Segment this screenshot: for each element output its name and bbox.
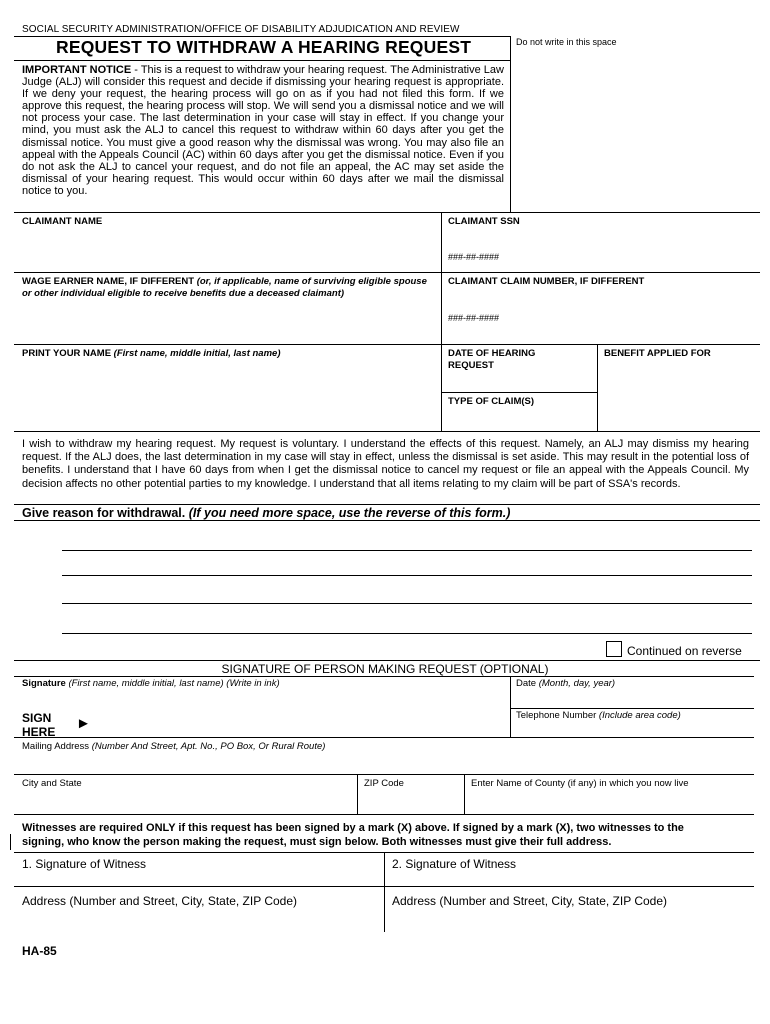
claim-type-label: TYPE OF CLAIM(S) <box>448 396 535 407</box>
continued-label: Continued on reverse <box>627 644 742 658</box>
telephone-label <box>516 710 681 722</box>
print-name-label-text: PRINT YOUR NAME <box>22 348 112 359</box>
mailing-address-note: (Number And Street, Apt. No., PO Box, Or Rural Route) <box>91 741 326 752</box>
date-label <box>516 678 615 690</box>
wage-earner-label-text: WAGE EARNER NAME, IF DIFFERENT <box>22 276 195 287</box>
witness-notice: Witnesses are required ONLY if this request has been signed by a mark (X) above. If signed by a mark (X), two witnesses to the signing, who know the person making the request, must sign below. Both witnesses must give their full address. <box>22 822 684 848</box>
claim-number-label: CLAIMANT CLAIM NUMBER, IF DIFFERENT <box>448 276 645 287</box>
wage-earner-note: (or, if applicable, name of surviving eligible spouse or other individual eligible to receive benefits due a deceased claimant) <box>22 276 427 299</box>
reason-label <box>22 506 510 520</box>
print-name-note: (First name, middle initial, last name) <box>113 348 281 359</box>
signature-section-title: SIGNATURE OF PERSON MAKING REQUEST (OPTIONAL) <box>221 662 549 676</box>
sign-here-line-2: HERE <box>22 725 56 739</box>
notice-label: IMPORTANT NOTICE <box>22 64 132 76</box>
witness-2-address-label: Address (Number and Street, City, State, ZIP Code) <box>392 894 668 908</box>
agency-header: SOCIAL SECURITY ADMINISTRATION/OFFICE OF DISABILITY ADJUDICATION AND REVIEW <box>22 24 460 35</box>
telephone-note: (Include area code) <box>598 710 681 721</box>
city-state-label: City and State <box>22 778 82 789</box>
reason-label-text: Give reason for withdrawal. <box>22 506 186 520</box>
sign-arrow-icon: ► <box>76 715 91 732</box>
sign-here-line-1: SIGN <box>22 711 52 725</box>
county-label: Enter Name of County (if any) in which you now live <box>471 778 689 789</box>
signature-label-text: Signature <box>22 678 66 689</box>
reason-line-2[interactable] <box>62 575 752 576</box>
benefit-applied-label: BENEFIT APPLIED FOR <box>604 348 711 359</box>
hearing-date-label: DATE OF HEARING REQUEST <box>448 348 536 371</box>
mailing-address-label <box>22 741 325 753</box>
form-id: HA-85 <box>22 944 57 958</box>
withdrawal-statement: I wish to withdraw my hearing request. My request is voluntary. I understand the effects of this request. Namely, an ALJ may dismiss my hearing request. If the ALJ does, the last determination in my case will stay in effect, unless the dismissal is set aside. This may result in the potential loss of benefits. I understand that I have 60 days from when I get the dismissal notice to cancel my request or file an appeal with the Appeals Council. My decision affects no other potential parties to my knowledge. I understand that all items relating to my claim will be part of SSA's records. <box>22 438 749 490</box>
signature-field[interactable] <box>100 690 505 734</box>
telephone-label-text: Telephone Number <box>516 710 597 721</box>
zip-code-label: ZIP Code <box>364 778 404 789</box>
claimant-name-field[interactable] <box>22 230 434 270</box>
notice-text: - This is a request to withdraw your hearing request. The Administrative Law Judge (ALJ) will consider this request and decide if dismissing your hearing request is appropriate. If we deny your request, the hearing process will go on as if you had not filed this form. If we approve this request, the hearing process will stop. We will send you a dismissal notice and we will not process your case. The last determination in your case will stay in effect. If you change your mind, you must ask the ALJ to cancel this request to withdraw within 60 days after you get the dismissal notice. You must give a good reason why the dismissal was wrong. You may also file an appeal with the Appeals Council (AC) within 60 days after you get the dismissal notice. Even if you do not ask the ALJ to cancel your request, and do not file an appeal, the AC may set aside the dismissal of your hearing request. This would occur within 60 days after we mail the dismissal notice to you. <box>22 64 504 197</box>
claim-number-field[interactable]: ###-##-#### <box>448 313 500 323</box>
form-title: REQUEST TO WITHDRAW A HEARING REQUEST <box>56 37 472 57</box>
mailing-address-field[interactable] <box>22 754 752 772</box>
witness-1-signature-label: 1. Signature of Witness <box>22 857 147 871</box>
date-note: (Month, day, year) <box>538 678 616 689</box>
witness-2-signature-label: 2. Signature of Witness <box>392 857 517 871</box>
reason-line-3[interactable] <box>62 603 752 604</box>
mailing-address-label-text: Mailing Address <box>22 741 90 752</box>
date-label-text: Date <box>516 678 537 689</box>
important-notice <box>22 64 504 197</box>
signature-note: (First name, middle initial, last name) (Write in ink) <box>68 678 280 689</box>
reason-note: (If you need more space, use the reverse of this form.) <box>188 506 511 520</box>
signature-label <box>22 678 280 690</box>
print-name-label <box>22 348 281 360</box>
witness-1-address-label: Address (Number and Street, City, State, ZIP Code) <box>22 894 298 908</box>
reason-line-4[interactable] <box>62 633 752 634</box>
claimant-name-label: CLAIMANT NAME <box>22 216 103 227</box>
continued-checkbox[interactable] <box>606 641 622 657</box>
sign-here-label <box>22 711 55 739</box>
claimant-ssn-field[interactable]: ###-##-#### <box>448 252 500 262</box>
reason-line-1[interactable] <box>62 550 752 551</box>
wage-earner-label <box>22 276 436 300</box>
do-not-write-label: Do not write in this space <box>516 37 617 47</box>
claimant-ssn-label: CLAIMANT SSN <box>448 216 520 227</box>
